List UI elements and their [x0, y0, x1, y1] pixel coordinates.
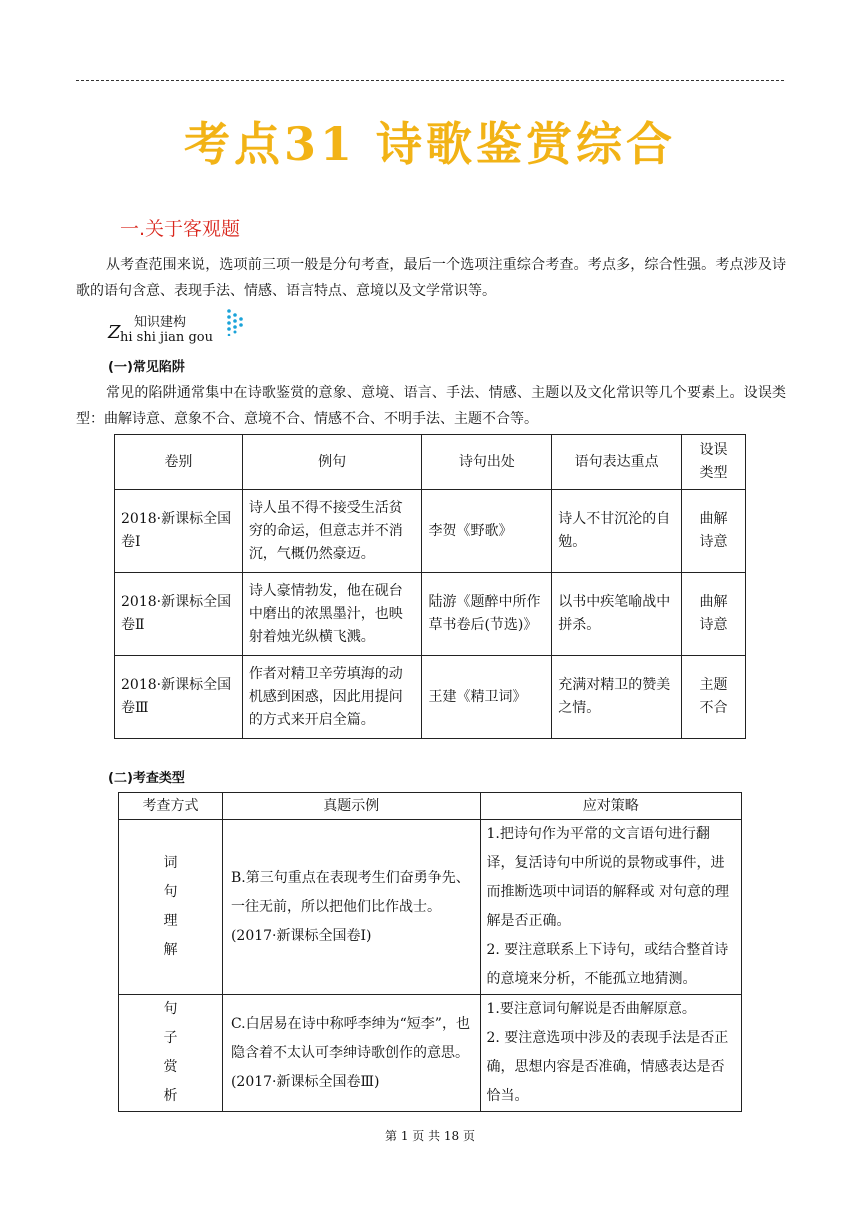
table-cell: 2018·新课标全国卷Ⅲ — [115, 656, 243, 739]
table-header-row — [119, 793, 742, 820]
method-cell — [119, 820, 223, 995]
method-text: 句子赏析 — [163, 1001, 178, 1104]
subsection-heading-types: (二)考查类型 — [108, 771, 185, 786]
table-cell: 诗人虽不得不接受生活贫穷的命运，但意志并不消沉，气概仍然豪迈。 — [242, 490, 422, 573]
table-cell: 充满对精卫的赞美之情。 — [552, 656, 682, 739]
strategy-item: 1.要注意词句解说是否曲解原意。 — [486, 1001, 696, 1017]
knowledge-cn: 知识建构 — [134, 315, 187, 330]
example-cell: C.白居易在诗中称呼李绅为“短李”，也隐含着不太认可李绅诗歌创作的意思。(2017·新课标全国卷Ⅲ) — [222, 995, 480, 1112]
table-cell: 主题不合 — [682, 656, 746, 739]
table-cell: 2018·新课标全国卷Ⅰ — [115, 490, 243, 573]
table-cell: 诗人豪情勃发，他在砚台中磨出的浓黑墨汁，也映射着烛光纵横飞溅。 — [242, 573, 422, 656]
strategy-item: 2. 要注意选项中涉及的表现手法是否正确，思想内容是否准确，情感表达是否恰当。 — [486, 1030, 729, 1104]
table-cell: 诗人不甘沉沦的自勉。 — [552, 490, 682, 573]
page-footer: 第 1 页 共 18 页 — [385, 1129, 475, 1143]
table-row — [115, 656, 746, 739]
knowledge-label — [108, 308, 248, 348]
col-header: 真题示例 — [222, 793, 480, 820]
knowledge-initial: Z — [108, 322, 121, 343]
table-cell: 王建《精卫词》 — [422, 656, 552, 739]
table-cell: 李贺《野歌》 — [422, 490, 552, 573]
traps-table — [114, 434, 746, 739]
example-cell: B.第三句重点在表现考生们奋勇争先、一往无前，所以把他们比作战士。(2017·新课标全国卷Ⅰ) — [222, 820, 480, 995]
table-cell: 作者对精卫辛劳填海的动机感到困惑，因此用提问的方式来开启全篇。 — [242, 656, 422, 739]
knowledge-pinyin: hi shi jian gou — [120, 330, 213, 345]
arrow-dots-icon — [226, 308, 246, 336]
traps-paragraph: 常见的陷阱通常集中在诗歌鉴赏的意象、意境、语言、手法、情感、主题以及文化常识等几个要素上。设误类型：曲解诗意、意象不合、意境不合、情感不合、不明手法、主题不合等。 — [76, 385, 786, 427]
table-cell: 曲解诗意 — [682, 573, 746, 656]
types-table — [118, 792, 742, 1112]
table-cell: 陆游《题醉中所作草书卷后(节选)》 — [422, 573, 552, 656]
section-heading: 一.关于客观题 — [120, 218, 241, 240]
header-rule — [76, 80, 784, 81]
col-header: 语句表达重点 — [552, 435, 682, 490]
col-header: 诗句出处 — [422, 435, 552, 490]
strategy-item: 1.把诗句作为平常的文言语句进行翻译，复活诗句中所说的景物或事件，进而推断选项中词语的解释或 对句意的理解是否正确。 — [486, 826, 729, 929]
col-header: 考查方式 — [119, 793, 223, 820]
method-text: 词句理解 — [163, 855, 178, 958]
col-header: 设误类型 — [682, 435, 746, 490]
strategy-cell — [480, 820, 742, 995]
table-header-row — [115, 435, 746, 490]
intro-paragraph: 从考查范围来说，选项前三项一般是分句考查，最后一个选项注重综合考查。考点多，综合性强。考点涉及诗歌的语句含意、表现手法、情感、语言特点、意境以及文学常识等。 — [76, 257, 786, 299]
page-title: 考点31 诗歌鉴赏综合 — [183, 117, 677, 171]
method-cell — [119, 995, 223, 1112]
strategy-cell — [480, 995, 742, 1112]
table-cell: 2018·新课标全国卷Ⅱ — [115, 573, 243, 656]
table-row — [115, 573, 746, 656]
subsection-heading-traps: (一)常见陷阱 — [108, 360, 185, 375]
table-cell: 曲解诗意 — [682, 490, 746, 573]
col-header: 应对策略 — [480, 793, 742, 820]
col-header: 例句 — [242, 435, 422, 490]
strategy-item: 2. 要注意联系上下诗句，或结合整首诗的意境来分析，不能孤立地猜测。 — [486, 942, 729, 987]
col-header: 卷别 — [115, 435, 243, 490]
table-row — [115, 490, 746, 573]
table-row — [119, 995, 742, 1112]
table-cell: 以书中疾笔喻战中拼杀。 — [552, 573, 682, 656]
table-row — [119, 820, 742, 995]
